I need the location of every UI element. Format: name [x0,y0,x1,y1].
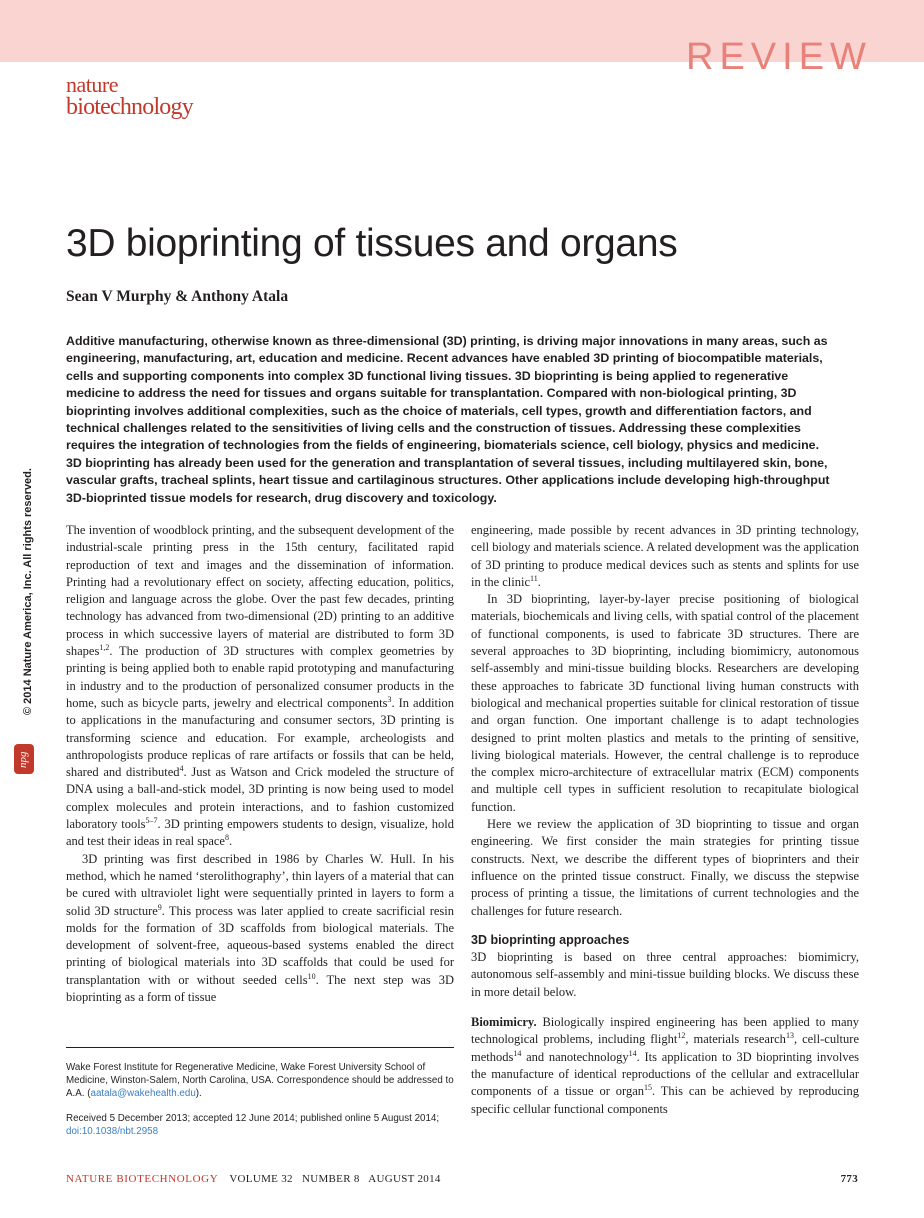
abstract [66,333,858,507]
abstract-line: bioprinting involves additional complexities, such as the choice of materials, cell types, growth and differentiation factors, and [66,403,812,418]
abstract-line: cells and supporting components into complex 3D functional living tissues. 3D bioprinting is being applied to regenerative [66,368,789,383]
page-footer [66,1173,858,1185]
reference-marker[interactable]: 8 [224,833,229,843]
section-label: REVIEW [686,36,872,78]
footer-journal-name: NATURE BIOTECHNOLOGY [66,1173,219,1185]
body-paragraph: The invention of woodblock printing, and the subsequent development of the industrial-scale printing press in the 15th century, facilitated rapid reproduction of text and images and the dissemination of information. Printing had a revolutionary effect on society, affecting education, politics, religion and language across the globe. Over the past few decades, printing technology has advanced from two-dimensional (2D) printing to an additive process in which successive layers of material are distributed to form 3D shapes$^{1,2}$. The production of 3D structures with complex geometries by printing is being applied both to enable rapid prototyping and manufacturing in industry and to the production of personalized consumer products in the home, such as bicycle parts, jewelry and electrical components$^3$. In addition to applications in the manufacturing and consumer sectors, 3D printing is transforming science and education. For example, archeologists and anthropologists produce replicas of rare artifacts or fossils that can be held, shared and distributed$^4$. Just as Watson and Crick modeled the structure of DNA using a ball-and-stick model, 3D printing is now being used to model complex molecules and protein interactions, and to fashion customized laboratory tools$^{5-7}$. 3D printing empowers students to design, visualize, hold and test their ideas in real space$^8$. [66,523,454,849]
email-link[interactable]: aatala@wakehealth.edu [90,1088,196,1099]
reference-marker[interactable]: 14 [513,1048,522,1058]
reference-marker[interactable]: 1,2 [99,642,110,652]
journal-logo-line2: biotechnology [66,93,193,120]
page-number: 773 [840,1173,858,1185]
npg-label: npg [17,751,29,768]
body-paragraph: 3D printing was first described in 1986 by Charles W. Hull. In his method, which he named ‘sterolithography’, thin layers of a material that can be cured with ultraviolet light were sequentially printed in layers to form a solid 3D structure$^9$. This process was later applied to create sacrificial resin molds for the formation of 3D scaffolds from biological materials. The development of solvent-free, aqueous-based systems enabled the direct printing of biological materials into 3D scaffolds that could be used for transplantation with or without seeded cells$^{10}$. The next step was 3D bioprinting as a form of tissue [66,851,454,1005]
journal-logo [66,72,193,120]
reference-marker[interactable]: 9 [157,902,162,912]
runin-heading: Biomimicry. [471,1015,537,1030]
reference-marker[interactable]: 4 [179,764,184,773]
section-heading: 3D bioprinting approaches [471,932,630,947]
abstract-line: requires the integration of technologies from the fields of engineering, biomaterials science, cell biology, physics and medicine. [66,438,820,453]
reference-marker[interactable]: 12 [677,1031,686,1041]
article-authors: Sean V Murphy & Anthony Atala [66,288,289,305]
reference-marker[interactable]: 13 [785,1031,794,1041]
article-title: 3D bioprinting of tissues and organs [66,222,678,265]
body-column-left [66,522,454,1006]
body-paragraph: engineering, made possible by recent advances in 3D printing technology, cell biology and materials science. A related development was the application of 3D printing to produce medical devices such as stents and splints for use in the clinic$^{11}$. [471,523,859,589]
copyright-notice: © 2014 Nature America, Inc. All rights reserved. [22,468,34,715]
abstract-line: technical challenges related to the sensitivities of living cells and the construction of tissues. Addressing these complexities [66,421,801,436]
body-paragraph: Biomimicry. Biologically inspired engineering has been applied to many technological problems, including flight$^{12}$, materials research$^{13}$, cell-culture methods$^{14}$ and nanotechnology$^{14}$. Its application to 3D bioprinting involves the manufacture of identical reproductions of the cellular and extracellular components of a tissue or organ$^{15}$. This can be achieved by reproducing specific cellular functional components [471,1015,859,1116]
body-paragraph: Here we review the application of 3D bioprinting to tissue and organ engineering. We first consider the main strategies for printing tissue constructs. Next, we describe the different types of bioprinters and their influence on the printed tissue construct. Finally, we discuss the stepwise process of printing a tissue, the limitations of current technologies and the challenges for future research. [471,817,859,918]
affiliation-footnote: Wake Forest Institute for Regenerative Medicine, Wake Forest University School of Medicine, Winston-Salem, North Carolina, USA. Correspondence should be addressed to A.A. (aatala@wakehealth.edu). [66,1062,454,1099]
reference-marker[interactable]: 5–7 [145,815,158,825]
reference-marker[interactable]: 3 [387,694,392,704]
abstract-line: vascular grafts, tracheal splints, heart tissue and cartilaginous structures. Other applications include developing high-throughput [66,473,830,488]
abstract-line: medicine to address the need for tissues and organs suitable for transplantation. Compared with non-biological printing, 3D [66,386,797,401]
footer-issue: VOLUME 32 NUMBER 8 AUGUST 2014 [229,1173,441,1185]
body-column-right [471,522,859,1118]
reference-marker[interactable]: 11 [530,573,538,583]
abstract-line: 3D bioprinting has already been used for the generation and transplantation of several tissues, including multilayered skin, bone, [66,455,828,470]
reference-marker[interactable]: 15 [644,1083,652,1093]
body-paragraph: In 3D bioprinting, layer-by-layer precise positioning of biological materials, biochemicals and living cells, with spatial control of the placement of functional components, is used to fabricate 3D structures. There are several approaches to 3D bioprinting, including biomimicry, autonomous self-assembly and mini-tissue building blocks. Researchers are developing these approaches to fabricate 3D functional living human constructs with biological and mechanical properties suitable for clinical restoration of tissue and organ function. One important challenge is to adapt technologies designed to print molten plastics and metals to the printing of sensitive, living biological materials. However, the central challenge is to reproduce the complex micro-architecture of extracellular matrix (ECM) components and multiple cell types in sufficient resolution to recapitulate biological function. [471,592,859,814]
npg-logo [14,744,34,774]
abstract-line: engineering, manufacturing, art, education and medicine. Recent advances have enabled 3D printing of biocompatible materials, [66,351,823,366]
body-paragraph: 3D bioprinting is based on three central approaches: biomimicry, autonomous self-assembly and mini-tissue building blocks. We discuss these in more detail below. [471,950,859,999]
abstract-line: 3D-bioprinted tissue models for research, drug discovery and toxicology. [66,490,497,505]
received-footnote: Received 5 December 2013; accepted 12 June 2014; published online 5 August 2014; doi:10.1038/nbt.2958 [66,1113,440,1137]
journal-logo-line1: nature [66,72,118,97]
reference-marker[interactable]: 14 [628,1048,637,1058]
reference-marker[interactable]: 10 [307,971,316,981]
footnote-rule [66,1047,454,1048]
doi-link[interactable]: doi:10.1038/nbt.2958 [66,1126,159,1137]
abstract-line: Additive manufacturing, otherwise known as three-dimensional (3D) printing, is driving major innovations in many areas, such as [66,334,828,348]
